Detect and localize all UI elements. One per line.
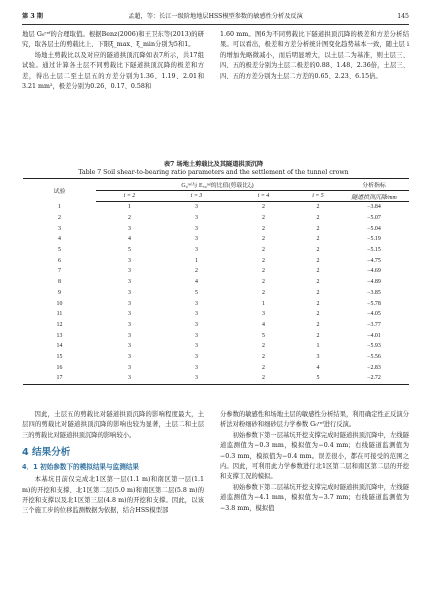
cell-settlement: −5.07	[367, 215, 381, 222]
table-row	[23, 341, 409, 352]
cell-trial: 1	[58, 204, 61, 211]
table-row	[23, 277, 409, 288]
cell-trial: 8	[58, 279, 61, 286]
cell-ratio-i3: 3	[195, 300, 198, 307]
cell-ratio-i3: 3	[195, 225, 198, 232]
cell-trial: 14	[56, 343, 63, 350]
cell-trial: 11	[56, 311, 63, 318]
cell-ratio-i4: 2	[262, 204, 265, 211]
cell-settlement: −3.84	[367, 204, 381, 211]
cell-settlement: −5.56	[367, 353, 381, 360]
issue-number: 第 3 期	[22, 13, 43, 20]
cell-settlement: −5.19	[367, 236, 381, 243]
cell-ratio-i4: 2	[262, 364, 265, 371]
cell-ratio-i4: 2	[262, 247, 265, 254]
cell-ratio-i5: 2	[316, 268, 320, 275]
cell-ratio-i5: 2	[316, 225, 320, 232]
table-caption-zh: 表7 场地土剪载比及其隧道拱顶沉降	[163, 161, 264, 168]
cell-ratio-i4: 2	[262, 279, 265, 286]
cell-ratio-i2: 3	[96, 373, 163, 384]
table-row	[23, 234, 409, 245]
cell-ratio-i2: 3	[128, 257, 131, 264]
table-header-trial: 试验	[23, 179, 96, 202]
cell-ratio-i5: 2	[316, 215, 320, 222]
table-row	[23, 202, 409, 213]
cell-ratio-i3: 3	[195, 204, 198, 211]
cell-trial: 10	[56, 300, 63, 307]
table-header-i: i = 3	[163, 191, 230, 202]
cell-ratio-i4: 5	[262, 332, 265, 339]
table-row	[23, 362, 409, 373]
table-row	[23, 352, 409, 363]
cell-trial: 4	[58, 236, 61, 243]
cell-ratio-i2: 4	[128, 236, 131, 243]
cell-ratio-i5: 2	[316, 289, 320, 296]
table-header-metric: 分析指标	[339, 179, 409, 191]
cell-ratio-i4: 2	[230, 373, 297, 384]
cell-settlement: −4.89	[367, 279, 381, 286]
cell-ratio-i5: 5	[297, 373, 339, 384]
column-left-bottom	[22, 410, 204, 517]
paragraph: 初始参数下第一层基坑开挖支撑完成时隧道拱顶沉降中，左线隧道监测值为−0.3 mm，模拟值为−0.4 mm；右线隧道监测值为−0.3 mm，模拟值为−0.4 mm。误差很小，都在可接受的范围之内。因此，可利用此力学参数进行北1区第二层和南区第二层的开挖和支撑工况的模拟。	[220, 431, 409, 481]
table-caption-en: Table 7 Soil shear-to-bearing ratio parameters and the settlement of the tunnel crown	[78, 169, 349, 176]
paragraph: 场地土剪载比以及对应的隧道拱顶沉降如表7所示，共17组试验。通过计算各土层不同剪载比下隧道拱顶沉降的极差和方差，得出土层二至土层五的方差分别为1.36、1.19、2.01和3.21 mm²，极差分别为0.26、0.17、0.58和	[22, 51, 204, 91]
cell-ratio-i5: 3	[316, 353, 320, 360]
cell-ratio-i3: 5	[195, 289, 198, 296]
paragraph: 1.60 mm。图6为不同剪载比下隧道拱顶沉降的极差和方差分析结果。可以看出，极差和方差分析统计图变化趋势基本一致，随土层 i 的增加先略微减小，而后明显增大，以土层二为基准，则土层三、四、五的极差分别为土层二极差的0.88、1.48、2.36倍，土层三、四、五的方差分别为土层二方差的0.65、2.23、6.15倍。	[220, 31, 409, 80]
cell-ratio-i5: 2	[316, 279, 320, 286]
cell-ratio-i4: 2	[262, 215, 265, 222]
cell-ratio-i2: 3	[128, 300, 131, 307]
cell-ratio-i3: 3	[163, 373, 230, 384]
cell-ratio-i2: 2	[128, 215, 131, 222]
cell-ratio-i2: 1	[128, 204, 131, 211]
cell-settlement: −5.15	[367, 247, 381, 254]
table-header-i: i = 2	[96, 191, 163, 202]
cell-ratio-i4: 2	[262, 353, 265, 360]
cell-ratio-i2: 3	[128, 332, 131, 339]
table-row	[23, 330, 409, 341]
cell-ratio-i4: 2	[262, 225, 265, 232]
paragraph: 因此，土层五的剪载比对隧道拱顶沉降的影响程度最大，土层四的剪载比对隧道拱顶沉降的影响也较为显著，土层二和土层三的剪载比对隧道拱顶沉降的影响较小。	[22, 411, 204, 439]
table-row	[23, 266, 409, 277]
table-row	[23, 309, 409, 320]
subsection-heading: 4．1 初始参数下的模拟结果与监测结果	[22, 463, 139, 472]
cell-ratio-i2: 3	[128, 225, 131, 232]
paragraph: 本基坑目前仅完成北1区第一层(1.1 m)和南区第一层(1.1 m)的开挖和支撑、北1区第二层(5.0 m)和南区第二层(5.8 m)的开挖和支撑以及北1区第三层(4.8 m)的开挖和支撑。因此，以该三个施工步的位移监测数据为依据，结合HSS模型部	[22, 476, 204, 515]
running-title: 孟超，等：长江一级阶地地层HSS模型参数的敏感性分析及反演	[128, 13, 303, 20]
table-header-i: i = 5	[297, 191, 339, 202]
cell-ratio-i3: 3	[195, 321, 198, 328]
cell-trial: 2	[58, 215, 61, 222]
cell-trial: 3	[58, 225, 61, 232]
cell-settlement: −3.77	[367, 321, 381, 328]
section-heading: 4 结果分析	[22, 447, 71, 459]
cell-trial: 15	[56, 353, 63, 360]
cell-settlement: −4.05	[367, 311, 381, 318]
cell-trial: 16	[56, 364, 63, 371]
cell-ratio-i5: 2	[316, 247, 320, 254]
cell-ratio-i2: 5	[128, 247, 131, 254]
cell-ratio-i2: 3	[128, 289, 131, 296]
cell-settlement: −2.72	[339, 373, 409, 384]
cell-ratio-i4: 2	[262, 343, 265, 350]
column-left-top	[22, 30, 204, 92]
table-row	[23, 223, 409, 234]
cell-ratio-i2: 3	[128, 343, 131, 350]
cell-settlement: −5.93	[367, 343, 381, 350]
cell-ratio-i2: 3	[128, 353, 131, 360]
table-row	[23, 255, 409, 266]
cell-trial: 17	[23, 373, 96, 384]
table-header-settlement: 隧道拱顶沉降/mm	[339, 191, 409, 202]
cell-ratio-i4: 3	[262, 311, 265, 318]
cell-ratio-i3: 2	[195, 268, 198, 275]
cell-ratio-i4: 1	[262, 300, 265, 307]
cell-ratio-i3: 3	[195, 332, 198, 339]
cell-trial: 6	[58, 257, 61, 264]
cell-ratio-i5: 2	[316, 300, 320, 307]
cell-ratio-i2: 3	[128, 279, 131, 286]
table-row	[23, 373, 409, 384]
cell-ratio-i5: 4	[316, 364, 320, 371]
cell-trial: 5	[58, 247, 61, 254]
table-7	[23, 178, 409, 385]
cell-ratio-i3: 3	[195, 215, 198, 222]
column-right-bottom	[220, 410, 409, 514]
running-header	[22, 11, 409, 23]
column-right-top	[220, 30, 409, 82]
cell-settlement: −4.69	[367, 268, 381, 275]
cell-trial: 12	[56, 321, 63, 328]
cell-ratio-i2: 3	[128, 321, 131, 328]
cell-ratio-i5: 2	[316, 321, 320, 328]
cell-ratio-i4: 2	[262, 236, 265, 243]
table-row	[23, 213, 409, 224]
cell-ratio-i4: 4	[262, 321, 265, 328]
cell-ratio-i4: 2	[262, 257, 265, 264]
cell-settlement: −5.78	[367, 300, 381, 307]
cell-ratio-i3: 3	[195, 343, 198, 350]
cell-ratio-i3: 3	[195, 353, 198, 360]
table-header-i: i = 4	[230, 191, 297, 202]
table-row	[23, 298, 409, 309]
cell-ratio-i2: 3	[128, 311, 131, 318]
cell-ratio-i3: 1	[195, 257, 198, 264]
cell-trial: 7	[58, 268, 61, 275]
cell-ratio-i3: 3	[195, 364, 198, 371]
cell-ratio-i2: 3	[128, 268, 131, 275]
cell-settlement: −4.75	[367, 257, 381, 264]
cell-ratio-i3: 4	[195, 279, 198, 286]
cell-ratio-i5: 2	[316, 236, 320, 243]
cell-ratio-i5: 1	[316, 343, 320, 350]
table-body	[23, 202, 409, 385]
table-header-ratio-group: G₀ʳᵉᶠ与 E₅₀ʳᵉᶠ的比值(剪载比ξᵢ)	[96, 179, 339, 191]
cell-settlement: −2.83	[367, 364, 381, 371]
table-row	[23, 288, 409, 299]
cell-ratio-i4: 2	[262, 268, 265, 275]
cell-ratio-i5: 2	[316, 257, 320, 264]
cell-trial: 9	[58, 289, 61, 296]
paragraph: 分参数的敏感性和场地土层的敏感性分析结果，利用确定性正反演分析法对粉细砂和细砂层力学参数 G₀ʳᵉᶠ进行反演。	[220, 411, 409, 429]
cell-ratio-i3: 3	[195, 236, 198, 243]
cell-ratio-i3: 3	[195, 311, 198, 318]
cell-ratio-i3: 3	[195, 247, 198, 254]
cell-ratio-i2: 3	[128, 364, 131, 371]
cell-ratio-i5: 2	[316, 311, 320, 318]
cell-ratio-i4: 2	[262, 289, 265, 296]
page-number: 145	[397, 13, 409, 20]
cell-ratio-i5: 2	[316, 204, 320, 211]
cell-settlement: −5.04	[367, 225, 381, 232]
paragraph: 地层 G₀ʳᵉᶠ的合理取值。根据Benz(2006)和王卫东等(2013)的研究，取各层土的剪载比上、下限ξ_max、ξ_min分别为5和1。	[22, 31, 204, 49]
cell-settlement: −3.85	[367, 289, 381, 296]
header-rule	[22, 24, 409, 25]
paragraph: 初始参数下第二层基坑开挖支撑完成时隧道拱顶沉降中，左线隧道监测值为−4.1 mm，模拟值为−3.7 mm；右线隧道监测值为−3.8 mm，模拟值	[220, 483, 409, 512]
table-row	[23, 320, 409, 331]
cell-ratio-i5: 2	[316, 332, 320, 339]
cell-settlement: −4.01	[367, 332, 381, 339]
cell-trial: 13	[56, 332, 63, 339]
table-row	[23, 245, 409, 256]
